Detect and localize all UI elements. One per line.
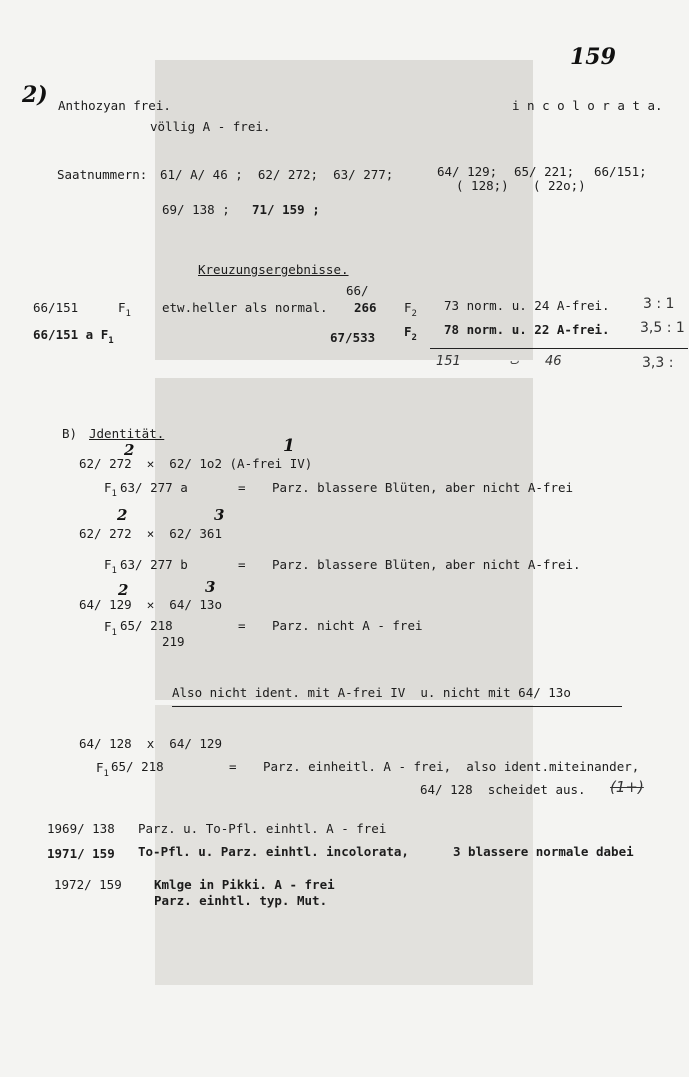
saat-64: 64/ 129;: [437, 164, 498, 179]
f1-a-label: $F_1$: [104, 480, 117, 499]
plus-mark: ٮ: [510, 356, 520, 367]
header-left-line1: Anthozyan frei.: [58, 98, 171, 113]
cross3-mark-b: 3: [205, 578, 216, 596]
record-1971-extra: 3 blassere normale dabei: [453, 844, 634, 859]
cross4-f1-id: 65/ 218: [111, 759, 164, 774]
cross4-pen-note: (1+): [610, 778, 644, 796]
saat-line2b: 71/ 159 ;: [252, 202, 320, 217]
cross4-text2: 64/ 128 scheidet aus.: [420, 782, 586, 797]
cross1: 62/ 272 ✕ 62/ 1o2 (A-frei IV): [79, 456, 313, 471]
f1-b-text: Parz. blassere Blüten, aber nicht A-frei.: [272, 557, 581, 572]
record-1971-year: 1971/ 159: [47, 846, 115, 861]
section-marker: 2): [22, 82, 48, 108]
kreuzung-row3-ratio: 3,3 :: [642, 355, 674, 371]
saat-line2a: 69/ 138 ;: [162, 202, 230, 217]
f1-c-id: 65/ 218: [120, 618, 173, 633]
f1-b-label: $F_1$: [104, 557, 117, 576]
kreuzung-row1-gen: $F_1$: [118, 300, 131, 319]
f1-b-eq: =: [238, 557, 246, 572]
cross4-text: Parz. einheitl. A - frei, also ident.miteinander,: [263, 759, 640, 774]
saat-label: Saatnummern:: [57, 167, 148, 182]
saat-65-sub: ( 22o;): [533, 178, 586, 193]
cross3-mark-a: 2: [118, 581, 129, 599]
cross2-mark-b: 3: [214, 506, 225, 524]
kreuzung-heading: Kreuzungsergebnisse.: [198, 262, 349, 277]
kreuzung-row3-a: 151: [436, 354, 461, 369]
saat-65: 65/ 221;: [514, 164, 575, 179]
kreuzung-row1-result: 73 norm. u. 24 A-frei.: [444, 298, 610, 313]
identitaet-conclusion: Also nicht ident. mit A-frei IV u. nicht mit 64/ 13o: [172, 685, 571, 700]
identitaet-prefix: B): [62, 426, 78, 441]
cross4-eq: =: [229, 759, 237, 774]
identitaet-heading: Jdentität.: [89, 426, 165, 441]
cross4-line: 64/ 128 x 64/ 129: [79, 736, 222, 751]
kreuzung-over-266: 66/: [346, 283, 369, 298]
f1-a-eq: =: [238, 480, 246, 495]
kreuzung-row1-ratio: 3 : 1: [643, 296, 675, 312]
cross4-f1-label: $F_1$: [96, 760, 109, 779]
f1-c-text: Parz. nicht A - frei: [272, 618, 423, 633]
kreuzung-row3-b: 46: [545, 354, 562, 369]
kreuzung-row2-num: 67/533: [330, 330, 376, 345]
kreuzung-row1-id: 66/151: [33, 300, 79, 315]
kreuzung-row2-id: 66/151 a $F_1$: [33, 327, 114, 346]
cross2-mark-a: 2: [117, 506, 128, 524]
f1-c-eq: =: [238, 618, 246, 633]
page-number: 159: [570, 44, 616, 70]
record-1972-text: Kmlge in Pikki. A - frei: [154, 877, 335, 892]
kreuzung-row1-desc: etw.heller als normal.: [162, 300, 328, 315]
cross1-mark-a: 2: [124, 441, 135, 459]
record-1969-year: 1969/ 138: [47, 821, 115, 836]
saat-66: 66/151;: [594, 164, 647, 179]
kreuzung-row2-f: $F_2$: [404, 324, 417, 343]
cross1-mark-b: 1: [283, 436, 295, 456]
record-1969-text: Parz. u. To-Pfl. einhtl. A - frei: [138, 821, 387, 836]
sum-rule: [430, 348, 688, 349]
kreuzung-row2-result: 78 norm. u. 22 A-frei.: [444, 322, 610, 337]
record-1972-text2: Parz. einhtl. typ. Mut.: [154, 893, 328, 908]
saat-line1: 61/ A/ 46 ; 62/ 272; 63/ 277;: [160, 167, 394, 182]
f1-a-id: 63/ 277 a: [120, 480, 188, 495]
kreuzung-row2-ratio: 3,5 : 1: [640, 320, 685, 336]
kreuzung-row1-f: $F_2$: [404, 300, 417, 319]
f1-c-label: $F_1$: [104, 619, 117, 638]
cross3: 64/ 129 ✕ 64/ 13o: [79, 597, 222, 612]
f1-b-id: 63/ 277 b: [120, 557, 188, 572]
conclusion-rule: [172, 706, 622, 707]
header-left-line2: völlig A - frei.: [150, 119, 271, 134]
f1-c-id2: 219: [162, 634, 185, 649]
saat-64-sub: ( 128;): [456, 178, 509, 193]
record-1971-text: To-Pfl. u. Parz. einhtl. incolorata,: [138, 844, 409, 859]
header-right: i n c o l o r a t a.: [512, 98, 663, 113]
cross2: 62/ 272 × 62/ 361: [79, 526, 222, 541]
kreuzung-row1-num: 266: [354, 300, 377, 315]
f1-a-text: Parz. blassere Blüten, aber nicht A-frei: [272, 480, 574, 495]
record-1972-year: 1972/ 159: [54, 877, 122, 892]
